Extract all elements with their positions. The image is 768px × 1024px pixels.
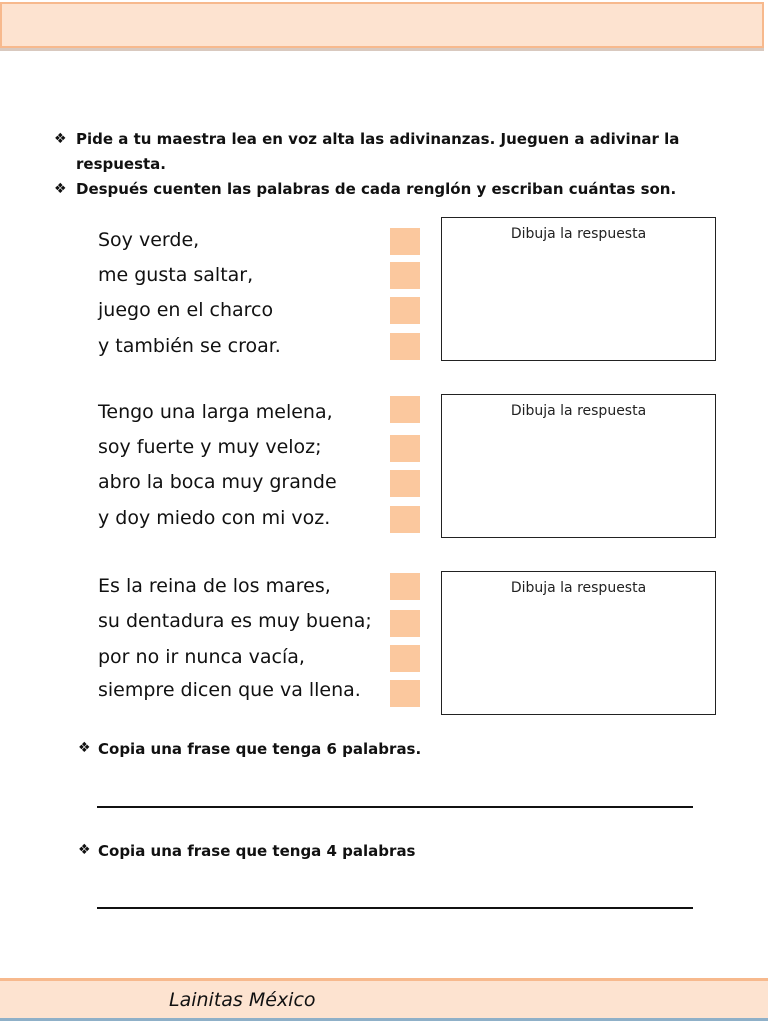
header-band: [0, 2, 764, 48]
answer-write-line[interactable]: [97, 806, 693, 808]
riddle-line: me gusta saltar,: [98, 264, 254, 286]
word-count-box[interactable]: [390, 333, 420, 360]
answer-drawing-box[interactable]: [441, 571, 716, 715]
diamond-bullet-icon: ❖: [78, 842, 91, 858]
word-count-box[interactable]: [390, 435, 420, 462]
word-count-box[interactable]: [390, 610, 420, 637]
answer-write-line[interactable]: [97, 907, 693, 909]
word-count-box[interactable]: [390, 297, 420, 324]
diamond-bullet-icon: ❖: [54, 181, 67, 197]
copy-prompt-4-words: [78, 842, 416, 860]
word-count-box[interactable]: [390, 680, 420, 707]
copy-prompt-text: Copia una frase que tenga 6 palabras.: [98, 740, 422, 758]
copy-prompt-text: Copia una frase que tenga 4 palabras: [98, 842, 416, 860]
riddle-line: Es la reina de los mares,: [98, 575, 331, 597]
riddle-line: y doy miedo con mi voz.: [98, 507, 331, 529]
riddle-line: juego en el charco: [98, 299, 274, 321]
instructions: [54, 127, 714, 202]
riddle-line: abro la boca muy grande: [98, 471, 337, 493]
instruction-item: [54, 127, 714, 177]
answer-label: Dibuja la respuesta: [510, 226, 647, 242]
riddle-line: Tengo una larga melena,: [98, 401, 333, 423]
riddle-line: su dentadura es muy buena;: [98, 610, 372, 632]
answer-label: Dibuja la respuesta: [510, 580, 647, 596]
instruction-text: Después cuenten las palabras de cada renglón y escriban cuántas son.: [76, 180, 677, 198]
answer-drawing-box[interactable]: [441, 394, 716, 538]
word-count-box[interactable]: [390, 262, 420, 289]
riddle-line: por no ir nunca vacía,: [98, 646, 305, 668]
answer-drawing-box[interactable]: [441, 217, 716, 361]
word-count-box[interactable]: [390, 573, 420, 600]
word-count-box[interactable]: [390, 645, 420, 672]
word-count-box[interactable]: [390, 228, 420, 255]
riddle-line: y también se croar.: [98, 335, 281, 357]
riddle-line: Soy verde,: [98, 229, 200, 251]
footer-brand: Lainitas México: [169, 989, 316, 1011]
footer-band: [0, 978, 768, 1018]
word-count-box[interactable]: [390, 470, 420, 497]
instruction-item: [54, 177, 714, 202]
riddle-line: siempre dicen que va llena.: [98, 679, 361, 701]
diamond-bullet-icon: ❖: [54, 131, 67, 147]
word-count-box[interactable]: [390, 396, 420, 423]
instruction-text: Pide a tu maestra lea en voz alta las adivinanzas. Jueguen a adivinar la respuesta.: [76, 130, 680, 173]
answer-label: Dibuja la respuesta: [510, 403, 647, 419]
copy-prompt-6-words: [78, 740, 421, 758]
riddle-line: soy fuerte y muy veloz;: [98, 436, 322, 458]
word-count-box[interactable]: [390, 506, 420, 533]
diamond-bullet-icon: ❖: [78, 740, 91, 756]
